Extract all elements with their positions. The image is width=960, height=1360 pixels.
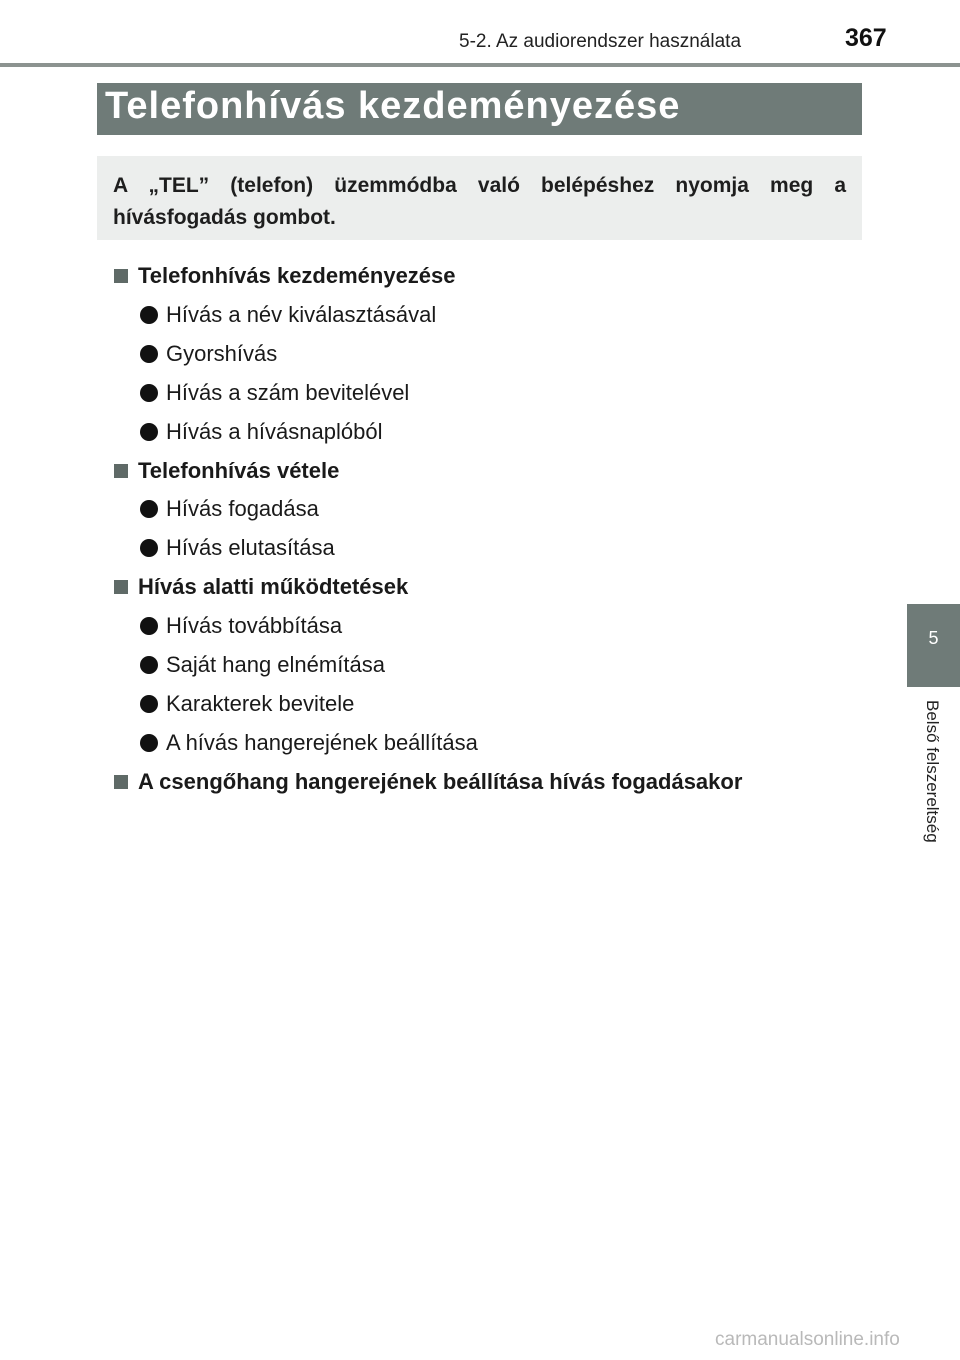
list-heading-label: A csengőhang hangerejének beállítása hívás fogadásakor bbox=[138, 769, 743, 794]
round-bullet-icon bbox=[140, 306, 158, 324]
list-heading-label: Telefonhívás kezdeményezése bbox=[138, 263, 456, 288]
list-item-label: Karakterek bevitele bbox=[166, 691, 355, 716]
watermark: carmanualsonline.info bbox=[715, 1329, 900, 1350]
list-item-label: Gyorshívás bbox=[166, 341, 278, 366]
page-number: 367 bbox=[845, 24, 887, 52]
square-bullet-icon bbox=[114, 580, 128, 594]
running-header: 5-2. Az audiorendszer használata bbox=[459, 31, 742, 52]
list-heading bbox=[114, 262, 456, 290]
chapter-label: Belső felszereltség bbox=[923, 700, 942, 843]
list-item-label: Hívás a név kiválasztásával bbox=[166, 302, 437, 327]
list-item bbox=[140, 379, 409, 407]
square-bullet-icon bbox=[114, 269, 128, 283]
round-bullet-icon bbox=[140, 695, 158, 713]
chapter-tab[interactable] bbox=[907, 604, 960, 687]
list-heading bbox=[114, 457, 339, 485]
header-divider bbox=[0, 63, 960, 67]
list-item-label: Hívás a hívásnaplóból bbox=[166, 419, 383, 444]
intro-text: A „TEL” (telefon) üzemmódba való belépéshez nyomja meg a hívásfogadás gombot. bbox=[113, 174, 846, 229]
section-title-bar bbox=[97, 83, 862, 135]
list-item bbox=[140, 651, 385, 679]
round-bullet-icon bbox=[140, 500, 158, 518]
round-bullet-icon bbox=[140, 345, 158, 363]
list-heading-label: Telefonhívás vétele bbox=[138, 458, 340, 483]
list-item bbox=[140, 495, 319, 523]
list-item bbox=[140, 418, 382, 446]
list-item-label: Hívás fogadása bbox=[166, 496, 319, 521]
chapter-number: 5 bbox=[928, 628, 939, 648]
intro-box bbox=[97, 156, 862, 240]
list-item-label: Hívás elutasítása bbox=[166, 535, 335, 560]
list-heading bbox=[114, 768, 742, 796]
round-bullet-icon bbox=[140, 384, 158, 402]
list-item bbox=[140, 340, 277, 368]
list-item bbox=[140, 729, 478, 757]
square-bullet-icon bbox=[114, 464, 128, 478]
round-bullet-icon bbox=[140, 617, 158, 635]
list-item-label: Hívás továbbítása bbox=[166, 613, 343, 638]
list-item bbox=[140, 690, 354, 718]
list-item-label: Saját hang elnémítása bbox=[166, 652, 385, 677]
list-heading-label: Hívás alatti működtetések bbox=[138, 574, 409, 599]
list-item-label: A hívás hangerejének beállítása bbox=[166, 730, 478, 755]
list-heading bbox=[114, 573, 408, 601]
list-item bbox=[140, 612, 342, 640]
round-bullet-icon bbox=[140, 539, 158, 557]
round-bullet-icon bbox=[140, 734, 158, 752]
list-item-label: Hívás a szám bevitelével bbox=[166, 380, 410, 405]
section-title: Telefonhívás kezdeményezése bbox=[105, 85, 681, 127]
round-bullet-icon bbox=[140, 423, 158, 441]
square-bullet-icon bbox=[114, 775, 128, 789]
round-bullet-icon bbox=[140, 656, 158, 674]
list-item bbox=[140, 301, 436, 329]
list-item bbox=[140, 534, 335, 562]
